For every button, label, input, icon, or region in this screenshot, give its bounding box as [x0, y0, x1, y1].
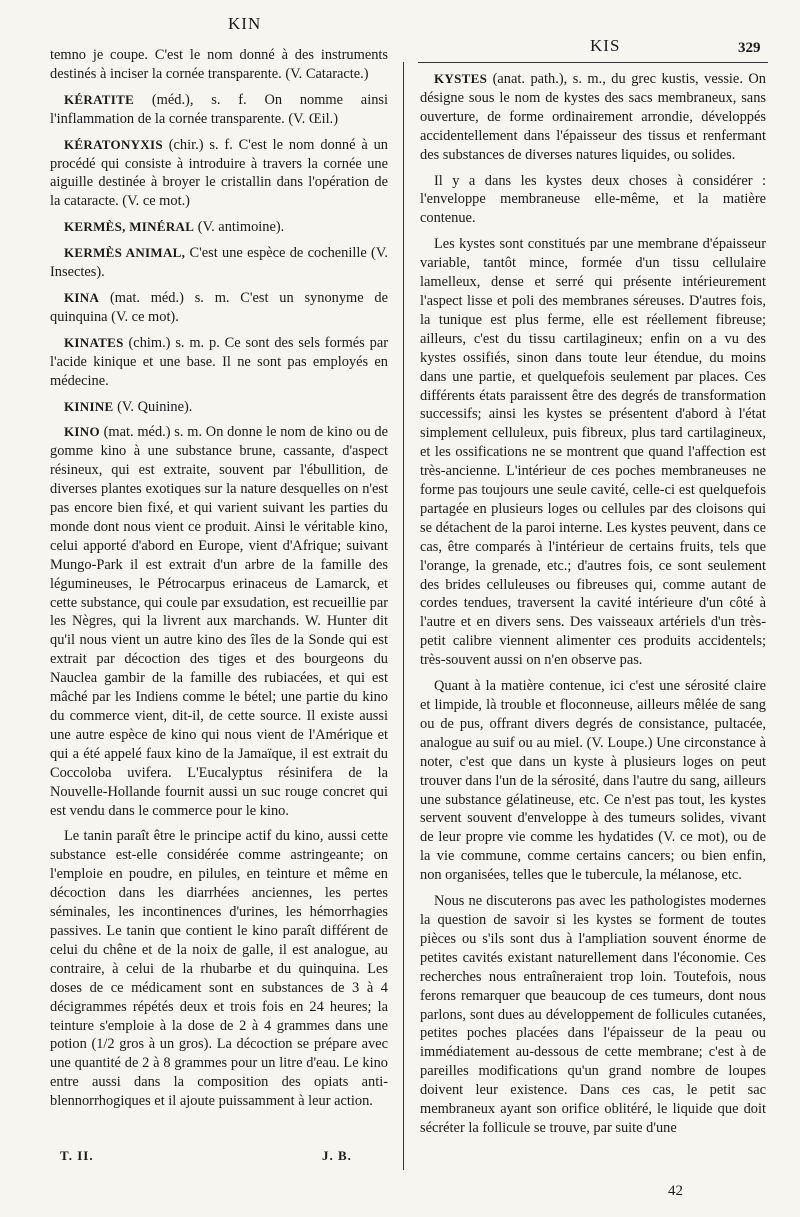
headword: KYSTES [434, 71, 488, 86]
article-paragraph [50, 218, 388, 237]
definition-text: Quant à la matière contenue, ici c'est une sérosité claire et limpide, là trouble et floconneuse, ailleurs mêlée de sang ou de pus, offrant divers degrés de consistance, pultacée, analogue au suif ou au miel. (V. Loupe.) Une circonstance à noter, c'est que dans un kyste à plusieurs loges on peut trouver dans l'un de la sérosité, dans l'autre du sang, ailleurs une substance gélatineuse, etc. Ce n'est pas tout, les kystes servent souvent d'enveloppe à des tumeurs solides, vivant de leur propre vie comme les hydatides (V. ce mot), ou de la vie commune, comme certains cancers; ou bien enfin, non organisées, telles que le tubercule, la mélanose, etc. [420, 678, 766, 884]
definition-text: temno je coupe. C'est le nom donné à des instruments destinés à inciser la cornée transparente. (V. Cataracte.) [50, 47, 388, 82]
definition-text: Nous ne discuterons pas avec les pathologistes modernes la question de savoir si les kystes se forment de toutes pièces ou s'ils sont dus à l'ampliation souvent énorme de petites cavités existant naturellement dans l'économie. Ces recherches nous entraîneraient trop loin. Toutefois, nous ferons remarquer que beaucoup de ces tumeurs, dont nous parlons, sont dues au développement de follicules cutanées, petites poches placées dans l'épaisseur de la peau ou immédiatement au-dessous de cette membrane; c'est à de pareilles modifications qu'un grand nombre de loupes doivent leur existence. Dans ces cas, le petit sac membraneux ayant son orifice oblitéré, le liquide que doit sécréter la follicule se trouve, par suite d'une [420, 893, 766, 1136]
article-paragraph [50, 244, 388, 282]
definition-text: (V. Quinine). [113, 398, 193, 415]
article-paragraph [420, 70, 766, 165]
article-paragraph [50, 827, 388, 1111]
signature-mark: 42 [668, 1183, 683, 1199]
headword: KÉRATITE [64, 91, 135, 107]
column-divider [403, 62, 404, 1170]
article-paragraph [50, 334, 388, 391]
article-paragraph [50, 289, 388, 327]
definition-text: C'est une espèce de cochenille (V. Insectes). [50, 245, 388, 281]
headword: KININE [64, 398, 114, 414]
article-paragraph [420, 172, 766, 229]
article-paragraph [420, 235, 766, 670]
volume-mark: T. II. [60, 1148, 94, 1163]
definition-text: (anat. path.), s. m., du grec kustis, vessie. On désigne sous le nom de kystes des sacs membraneux, sans ouverture, de forme ordinairement arrondie, développés accidentellement dans l'épaisseur des tissus et renfermant des substances de diverses natures liquides, ou solides. [420, 71, 766, 163]
definition-text: (chir.) s. f. C'est le nom donné à un procédé qui consiste à introduire à travers la cornée une aiguille destinée à broyer le cristallin dans l'opération de la cataracte. (V. ce mot.) [50, 136, 388, 210]
article-paragraph [420, 892, 766, 1138]
article-paragraph [420, 677, 766, 885]
definition-text: Les kystes sont constitués par une membrane d'épaisseur variable, tantôt mince, formée d'un tissu cellulaire lamelleux, dense et serré qui présente intérieurement l'aspect lisse et poli des membranes séreuses. D'autres fois, la tunique est plus ferme, elle est réellement fibreuse; ailleurs, c'est du tissu cartilagineux; enfin on a vu des kystes ossifiés, sinon dans toute leur étendue, du moins dans une partie, et quelquefois seulement par places. Ces différents états paraissent être des degrés de transformation successifs; ainsi les kystes se présentent d'abord à l'état simplement celluleux, puis fibreux, plus tard cartilagineux, et les ossifications ne se montrent que quand l'affection est très-ancienne. L'intérieur de ces poches membraneuses ne forme pas toujours une seule cavité, celle-ci est quelquefois partagée en plusieurs loges ou cellules par des cloisons qui se détachent de la paroi interne. Les kystes peuvent, dans ce cas, être comparés à l'intérieur de certains fruits, tels que l'orange, la grenade, etc.; d'autres fois, ce sont seulement des brides celluleuses ou fibreuses qui, comme autant de cordes tendues, traversent la cavité intérieure d'un côté à l'autre et en divers sens. Des vaisseaux artériels d'un très-petit calibre viennent alimenter ces produits accidentels; très-souvent aussi on n'en observe pas. [420, 236, 766, 669]
headword: KERMÈS, MINÉRAL [64, 219, 195, 235]
running-head-left: KIN [228, 14, 262, 33]
definition-text: (V. antimoine). [194, 219, 285, 236]
article-paragraph [50, 423, 388, 820]
definition-text: Il y a dans les kystes deux choses à considérer : l'enveloppe membraneuse elle-même, et la matière contenue. [420, 172, 766, 227]
definition-text: Le tanin paraît être le principe actif du kino, aussi cette substance est-elle considérée comme astringeante; on l'emploie en poudre, en pilules, en teinture et même en décoction dans les diarrhées anciennes, les pertes séminales, les incontinences d'urines, les hémorrhagies passives. Le tanin que contient le kino paraît différent de celui du chêne et de la noix de galle, il est analogue, au contraire, à celui de la rhubarbe et du quinquina. Les doses de ce médicament sont en substances de 3 à 4 décigrammes répétés deux et trois fois en 24 heures; la teinture s'emploie à la dose de 2 à 4 grammes dans une potion (1/2 gros à un gros). La décoction se prépare avec une quantité de 2 à 8 grammes pour un litre d'eau. Le kino entre aussi dans la composition des opiats anti-blennorrhogiques et il ajoute puissamment à leur action. [50, 828, 388, 1110]
article-paragraph [50, 46, 388, 84]
article-paragraph [50, 91, 388, 129]
author-initials: J. B. [322, 1148, 352, 1163]
definition-text: (méd.), s. f. On nomme ainsi l'inflammation de la cornée transparente. (V. Œil.) [50, 91, 388, 127]
headword: KÉRATONYXIS [64, 136, 163, 152]
definition-text: (mat. méd.) s. m. C'est un synonyme de quinquina (V. ce mot). [50, 289, 388, 325]
headword: KERMÈS ANIMAL, [64, 245, 186, 261]
running-head-right: KIS [590, 36, 621, 55]
right-column [420, 70, 766, 1145]
article-paragraph [50, 136, 388, 212]
headword: KINO [64, 424, 100, 440]
definition-text: (chim.) s. m. p. Ce sont des sels formés par l'acide kinique et une base. Il ne sont pas employés en médecine. [50, 334, 388, 389]
definition-text: (mat. méd.) s. m. On donne le nom de kino ou de gomme kino à une substance brune, cassante, d'aspect résineux, qui est extraite, souvent par l'ébullition, de diverses plantes exotiques sur la nature desquelles on n'est pas encore bien fixé, et qui varient suivant les parties du monde dont nous vient ce produit. Ainsi le véritable kino, celui apporté d'abord en Europe, vient d'Afrique; suivant Mungo-Park il est extrait d'un arbre de la famille des légumineuses, le Pétrocarpus erinaceus de Lamarck, et cette substance, qui coule par exsudation, est recueillie par les Nègres, qui la livrent aux marchands. W. Hunter dit qu'il nous vient un autre kino des îles de la Sonde qui est extrait par décoction des tiges et des bourgeons du Nauclea gambir de la famille des rubiacées, et qui est mâché par les Indiens comme le bétel; une partie du kino du commerce vient, dit-il, de cette source. Il existe aussi une autre espèce de kino qui nous vient de l'Amérique et qui a été appelé faux kino de la Jamaïque, il est extrait du Coccoloba uvifera. L'Eucalyptus résinifera de la Nouvelle-Hollande fournit aussi un suc rouge concret qui est vendu dans le commerce pour le kino. [50, 424, 388, 819]
left-column [50, 46, 388, 1118]
article-paragraph [50, 398, 388, 417]
page-number: 329 [738, 40, 761, 56]
headword: KINA [64, 289, 100, 305]
header-rule [418, 62, 768, 63]
headword: KINATES [64, 334, 124, 350]
